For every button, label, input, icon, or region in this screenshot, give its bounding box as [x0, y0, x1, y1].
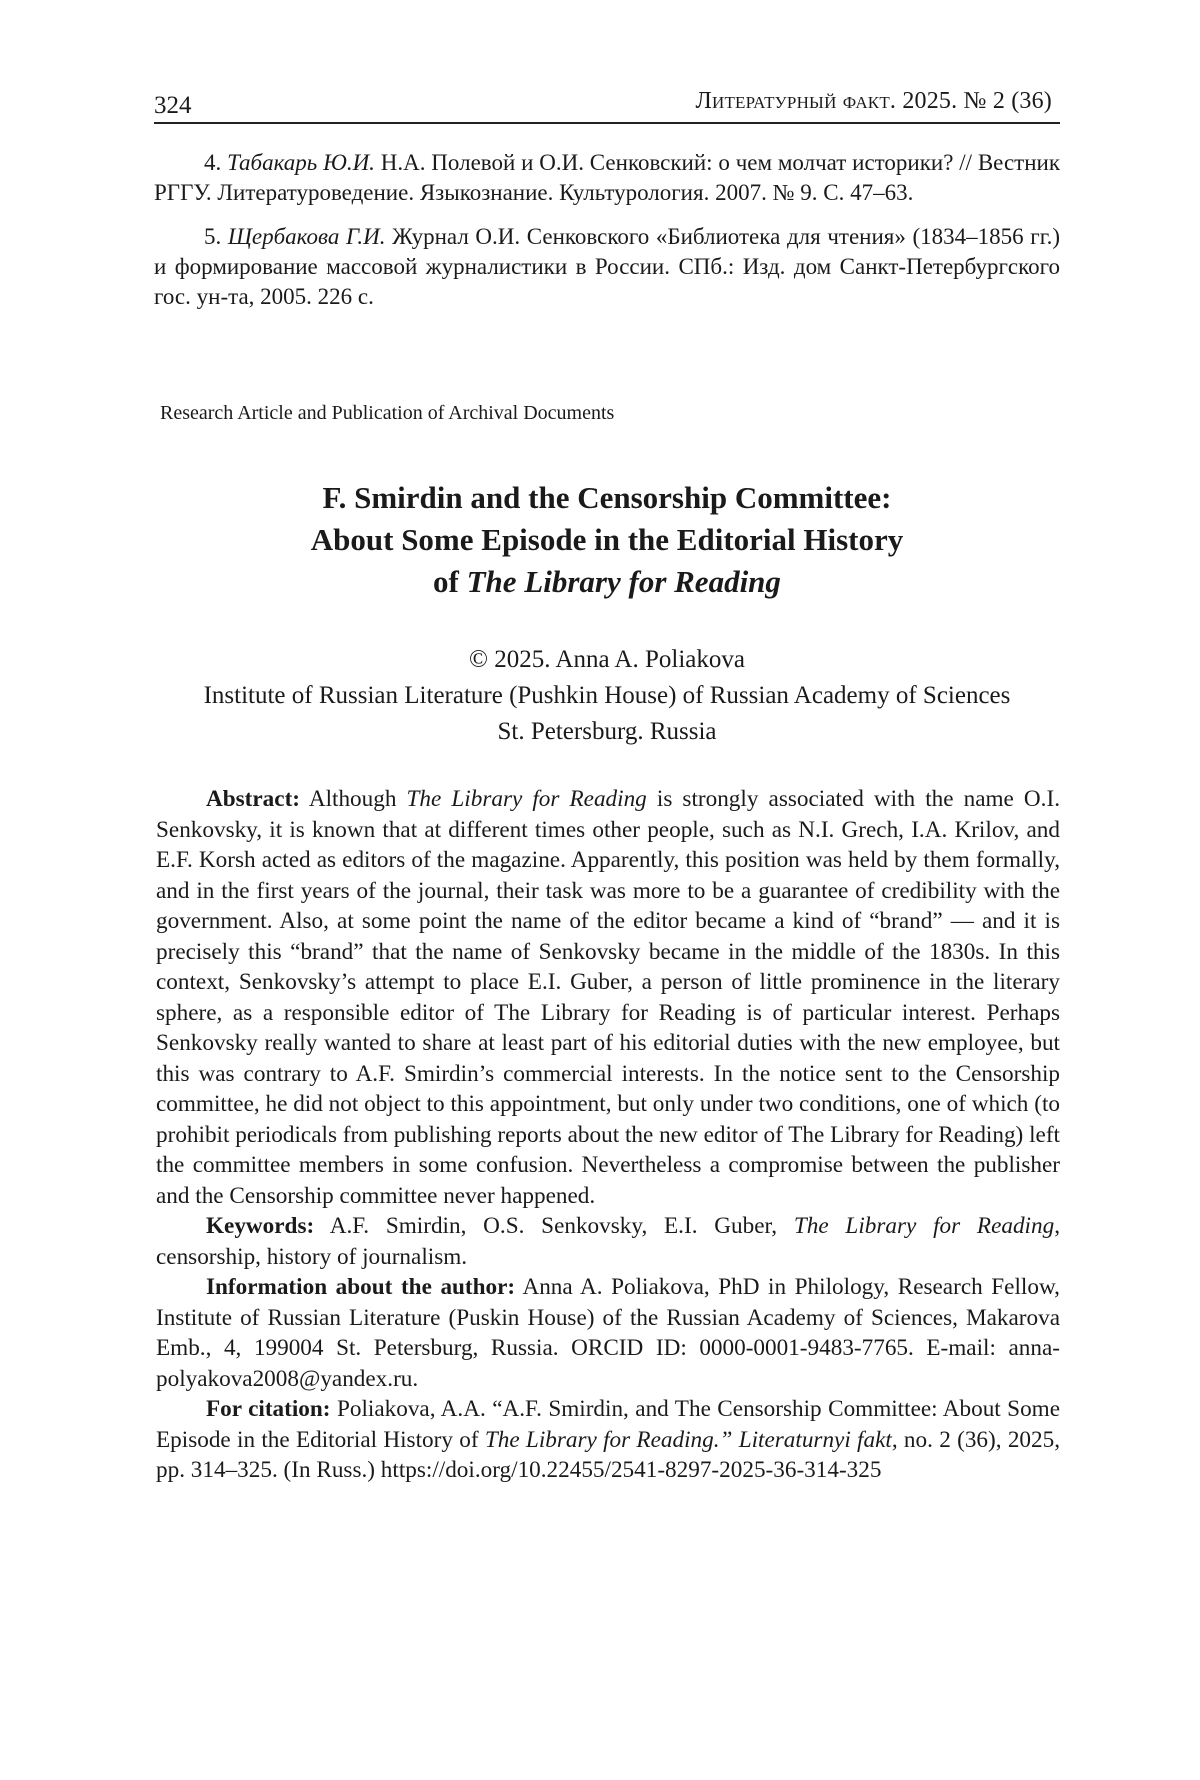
keywords-label: Keywords: — [206, 1213, 315, 1239]
keywords-paragraph — [156, 1211, 1060, 1272]
reference-item — [154, 222, 1060, 312]
reference-text: Н.А. Полевой и О.И. Сенковский: о чем молчат историки? // Вестник РГГУ. Литературоведение. Языкознание. Культурология. 2007. № 9. С. 47–63. — [154, 150, 1060, 205]
keywords-text: , censorship, history of journalism. — [156, 1213, 1060, 1270]
abstract-paragraph — [156, 784, 1060, 1211]
author-info-text: Anna A. Poliakova, PhD in Philology, Research Fellow, Institute of Russian Literature (Puskin House) of the Russian Academy of Sciences, Makarova Emb., 4, 199004 St. Petersburg, Russia. ORCID ID: 0000-0001-9483-7765. E-mail: anna-polyakova2008@yandex.ru. — [156, 1274, 1060, 1392]
reference-number: 5. — [204, 224, 222, 249]
reference-author: Щербакова Г.И. — [227, 224, 386, 249]
author-info-label: Information about the author: — [206, 1274, 516, 1300]
title-line: About Some Episode in the Editorial History — [310, 522, 904, 557]
title-journal-name: The Library for Reading — [466, 564, 781, 599]
abstract-text: is strongly associated with the name O.I. Senkovsky, it is known that at different times other people, such as N.I. Grech, I.A. Krilov, and E.F. Korsh acted as editors of the magazine. Apparently, this position was held by them formally, and in the first years of the journal, their task was more to be a guarantee of credibility with the government. Also, at some point the name of the editor became a kind of “brand” — and it is precisely this “brand” that the name of Senkovsky became in the middle of the 1830s. In this context, Senkovsky’s attempt to place E.I. Guber, a person of little prominence in the literary sphere, as a responsible editor of The Library for Reading is of particular interest. Perhaps Senkovsky really wanted to share at least part of his editorial duties with the new employee, but this was contrary to A.F. Smirdin’s commercial interests. In the notice sent to the Censorship committee, he did not object to this appointment, but only under two conditions, one of which (to prohibit periodicals from publishing reports about the new editor of The Library for Reading) left the committee members in some confusion. Nevertheless a compromise between the publisher and the Censorship committee never happened. — [156, 786, 1060, 1209]
abstract-text: Although — [308, 786, 397, 812]
reference-text: Журнал О.И. Сенковского «Библиотека для чтения» (1834–1856 гг.) и формирование массовой журналистики в России. СПб.: Изд. дом Санкт-Петербургского гос. ун-та, 2005. 226 с. — [154, 224, 1060, 309]
reference-number: 4. — [204, 150, 222, 175]
title-line: F. Smirdin and the Censorship Committee: — [322, 480, 892, 515]
author-location: St. Petersburg. Russia — [497, 718, 717, 745]
author-info-paragraph — [156, 1272, 1060, 1394]
reference-author: Табакарь Ю.И. — [227, 150, 375, 175]
citation-text: , no. 2 (36), 2025, pp. 314–325. (In Russ.) https://doi.org/10.22455/2541-8297-2025-36-314-325 — [156, 1426, 1060, 1483]
title-line — [154, 561, 1060, 603]
page-header — [154, 84, 1060, 124]
reference-list — [154, 148, 1060, 326]
article-type: Research Article and Publication of Archival Documents — [160, 402, 615, 424]
author-block — [154, 642, 1060, 750]
page-number: 324 — [154, 92, 192, 119]
keywords-journal-name: The Library for Reading — [793, 1213, 1055, 1239]
abstract-section — [156, 784, 1060, 1486]
keywords-text: A.F. Smirdin, O.S. Senkovsky, E.I. Guber, — [329, 1213, 778, 1239]
citation-italic: The Library for Reading.” Literaturnyi fakt — [484, 1426, 892, 1453]
abstract-label: Abstract: — [206, 786, 301, 812]
citation-paragraph — [156, 1394, 1060, 1486]
title-prefix: of — [433, 564, 459, 599]
author-affiliation: Institute of Russian Literature (Pushkin House) of Russian Academy of Sciences — [203, 682, 1011, 709]
copyright-line: © 2025. Anna A. Poliakova — [469, 646, 745, 673]
abstract-journal-name: The Library for Reading — [406, 786, 647, 812]
reference-item — [154, 148, 1060, 208]
article-title — [154, 477, 1060, 603]
running-title: Литературный факт. 2025. № 2 (36) — [695, 88, 1052, 114]
citation-label: For citation: — [206, 1396, 331, 1422]
citation-text: Poliakova, A.A. “A.F. Smirdin, and The Censorship Committee: About Some Episode in the Editorial History of — [156, 1396, 1060, 1453]
